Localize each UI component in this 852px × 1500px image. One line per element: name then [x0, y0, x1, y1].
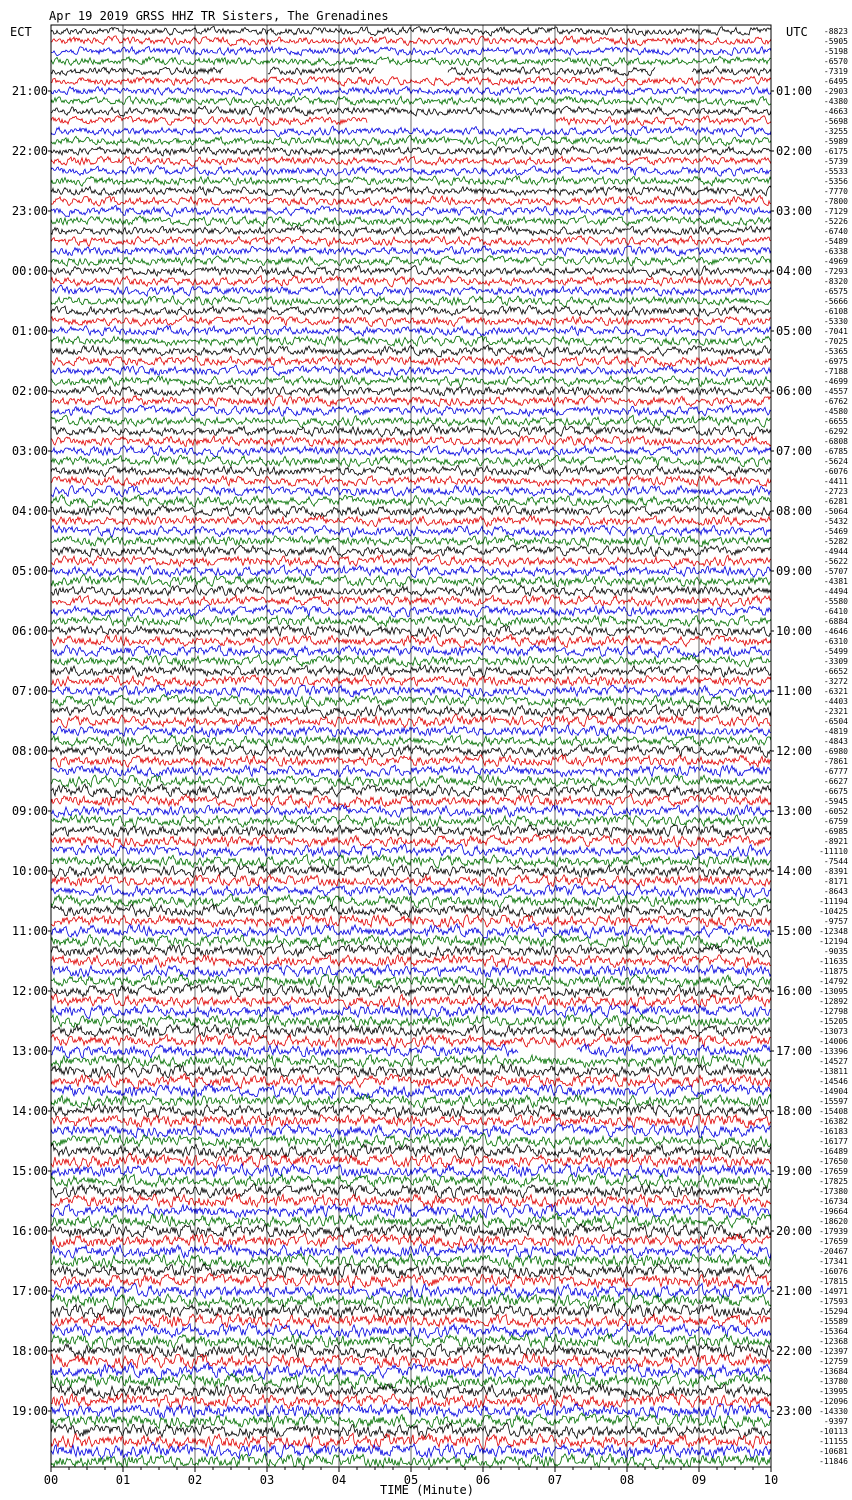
trace-offset-label: -6321: [823, 687, 848, 696]
trace-offset-label: -12096: [819, 1397, 848, 1406]
trace-offset-label: -16177: [819, 1137, 848, 1146]
x-tick-label: 04: [331, 1473, 347, 1487]
trace-offset-label: -6762: [823, 397, 848, 406]
trace-offset-label: -4557: [823, 387, 848, 396]
x-tick-label: 03: [259, 1473, 275, 1487]
trace-offset-label: -3272: [823, 677, 848, 686]
trace-offset-label: -8823: [823, 27, 848, 36]
trace-offset-label: -8320: [823, 277, 848, 286]
trace-offset-label: -6652: [823, 667, 848, 676]
trace-offset-label: -5356: [823, 177, 848, 186]
trace-offset-label: -6740: [823, 227, 848, 236]
left-hour-label: 15:00: [11, 1164, 48, 1178]
left-hour-label: 16:00: [11, 1224, 48, 1238]
trace-offset-label: -5580: [823, 597, 848, 606]
trace-offset-label: -2723: [823, 487, 848, 496]
trace-offset-label: -17341: [819, 1257, 848, 1266]
trace-offset-label: -12194: [819, 937, 848, 946]
trace-offset-label: -4403: [823, 697, 848, 706]
trace-offset-label: -9035: [823, 947, 848, 956]
trace-offset-label: -4411: [823, 477, 848, 486]
left-hour-label: 00:00: [11, 264, 48, 278]
trace-offset-label: -17825: [819, 1177, 848, 1186]
left-hour-label: 18:00: [11, 1344, 48, 1358]
trace-offset-label: -6504: [823, 717, 848, 726]
right-hour-label: 11:00: [776, 684, 813, 698]
right-hour-label: 21:00: [776, 1284, 813, 1298]
right-hour-label: 06:00: [776, 384, 813, 398]
trace-offset-label: -12798: [819, 1007, 848, 1016]
trace-offset-label: -13995: [819, 1387, 848, 1396]
trace-offset-label: -6076: [823, 467, 848, 476]
x-tick-label: 07: [547, 1473, 563, 1487]
left-hour-label: 04:00: [11, 504, 48, 518]
trace-offset-label: -5282: [823, 537, 848, 546]
right-hour-label: 02:00: [776, 144, 813, 158]
left-hour-label: 10:00: [11, 864, 48, 878]
trace-offset-label: -6985: [823, 827, 848, 836]
left-hour-label: 02:00: [11, 384, 48, 398]
trace-offset-label: -4843: [823, 737, 848, 746]
trace-offset-label: -6777: [823, 767, 848, 776]
trace-offset-label: -17593: [819, 1297, 848, 1306]
trace-offset-label: -4663: [823, 107, 848, 116]
trace-offset-label: -5698: [823, 117, 848, 126]
x-axis-label: TIME (Minute): [380, 1483, 474, 1497]
trace-offset-label: -6627: [823, 777, 848, 786]
right-hour-label: 03:00: [776, 204, 813, 218]
trace-offset-label: -5905: [823, 37, 848, 46]
trace-offset-label: -10113: [819, 1427, 848, 1436]
trace-offset-label: -5489: [823, 237, 848, 246]
left-hour-label: 03:00: [11, 444, 48, 458]
trace-offset-label: -8643: [823, 887, 848, 896]
left-timezone-label: ECT: [10, 25, 32, 39]
trace-offset-label: -6052: [823, 807, 848, 816]
right-hour-label: 19:00: [776, 1164, 813, 1178]
trace-offset-label: -6570: [823, 57, 848, 66]
trace-offset-label: -5469: [823, 527, 848, 536]
trace-offset-label: -6281: [823, 497, 848, 506]
trace-offset-label: -17659: [819, 1167, 848, 1176]
trace-offset-label: -9757: [823, 917, 848, 926]
trace-offset-label: -6675: [823, 787, 848, 796]
trace-offset-label: -5945: [823, 797, 848, 806]
x-tick-label: 00: [43, 1473, 59, 1487]
trace-offset-label: -5499: [823, 647, 848, 656]
trace-offset-label: -15408: [819, 1107, 848, 1116]
left-hour-label: 06:00: [11, 624, 48, 638]
right-hour-label: 01:00: [776, 84, 813, 98]
trace-offset-label: -19664: [819, 1207, 848, 1216]
x-tick-label: 05: [403, 1473, 419, 1487]
left-hour-label: 23:00: [11, 204, 48, 218]
trace-offset-label: -8391: [823, 867, 848, 876]
trace-offset-label: -5365: [823, 347, 848, 356]
trace-offset-label: -7129: [823, 207, 848, 216]
left-hour-label: 21:00: [11, 84, 48, 98]
trace-offset-label: -6410: [823, 607, 848, 616]
right-hour-label: 17:00: [776, 1044, 813, 1058]
right-hour-label: 20:00: [776, 1224, 813, 1238]
trace-offset-label: -14006: [819, 1037, 848, 1046]
trace-offset-label: -8171: [823, 877, 848, 886]
trace-offset-label: -5989: [823, 137, 848, 146]
left-hour-label: 09:00: [11, 804, 48, 818]
trace-offset-label: -6310: [823, 637, 848, 646]
x-tick-label: 08: [619, 1473, 635, 1487]
trace-offset-label: -5707: [823, 567, 848, 576]
left-hour-label: 07:00: [11, 684, 48, 698]
right-hour-label: 07:00: [776, 444, 813, 458]
trace-offset-label: -4699: [823, 377, 848, 386]
trace-offset-label: -7188: [823, 367, 848, 376]
trace-offset-label: -15364: [819, 1327, 848, 1336]
trace-offset-label: -13095: [819, 987, 848, 996]
trace-offset-label: -6655: [823, 417, 848, 426]
trace-offset-label: -6975: [823, 357, 848, 366]
trace-offset-label: -3255: [823, 127, 848, 136]
trace-offset-label: -7319: [823, 67, 848, 76]
trace-offset-label: -12759: [819, 1357, 848, 1366]
plot-title: Apr 19 2019 GRSS HHZ TR Sisters, The Grenadines: [49, 9, 389, 23]
trace-offset-label: -11635: [819, 957, 848, 966]
trace-offset-label: -11194: [819, 897, 848, 906]
trace-offset-label: -13811: [819, 1067, 848, 1076]
trace-offset-label: -5198: [823, 47, 848, 56]
trace-offset-label: -14546: [819, 1077, 848, 1086]
trace-offset-label: -10681: [819, 1447, 848, 1456]
left-hour-labels: [12, 84, 51, 1418]
right-timezone-label: UTC: [786, 25, 808, 39]
trace-offset-label: -12397: [819, 1347, 848, 1356]
trace-offset-label: -12368: [819, 1337, 848, 1346]
trace-offset-label: -6175: [823, 147, 848, 156]
trace-offset-label: -5533: [823, 167, 848, 176]
left-hour-label: 22:00: [11, 144, 48, 158]
trace-offset-label: -6575: [823, 287, 848, 296]
trace-offset-label: -6884: [823, 617, 848, 626]
trace-offset-label: -6759: [823, 817, 848, 826]
right-hour-label: 12:00: [776, 744, 813, 758]
right-hour-label: 14:00: [776, 864, 813, 878]
right-hour-label: 10:00: [776, 624, 813, 638]
trace-offset-labels: [819, 27, 848, 1466]
left-hour-label: 19:00: [11, 1404, 48, 1418]
trace-offset-label: -14330: [819, 1407, 848, 1416]
trace-offset-label: -11155: [819, 1437, 848, 1446]
trace-offset-label: -15294: [819, 1307, 848, 1316]
trace-offset-label: -15205: [819, 1017, 848, 1026]
trace-offset-label: -3309: [823, 657, 848, 666]
trace-offset-label: -7025: [823, 337, 848, 346]
right-hour-label: 05:00: [776, 324, 813, 338]
right-hour-label: 09:00: [776, 564, 813, 578]
left-hour-label: 12:00: [11, 984, 48, 998]
trace-offset-label: -4580: [823, 407, 848, 416]
trace-offset-label: -14527: [819, 1057, 848, 1066]
trace-offset-label: -6785: [823, 447, 848, 456]
x-tick-label: 02: [187, 1473, 203, 1487]
trace-offset-label: -5739: [823, 157, 848, 166]
left-hour-label: 08:00: [11, 744, 48, 758]
trace-offset-label: -2321: [823, 707, 848, 716]
trace-offset-label: -17815: [819, 1277, 848, 1286]
trace-offset-label: -18620: [819, 1217, 848, 1226]
trace-offset-label: -6292: [823, 427, 848, 436]
trace-offset-label: -6808: [823, 437, 848, 446]
trace-offset-label: -4494: [823, 587, 848, 596]
right-hour-label: 15:00: [776, 924, 813, 938]
trace-offset-label: -17939: [819, 1227, 848, 1236]
trace-offset-label: -6338: [823, 247, 848, 256]
trace-offset-label: -13780: [819, 1377, 848, 1386]
trace-offset-label: -15597: [819, 1097, 848, 1106]
trace-offset-label: -6108: [823, 307, 848, 316]
trace-offset-label: -11846: [819, 1457, 848, 1466]
trace-offset-label: -16076: [819, 1267, 848, 1276]
trace-offset-label: -17650: [819, 1157, 848, 1166]
left-hour-label: 11:00: [11, 924, 48, 938]
x-axis-ticks: [44, 1467, 778, 1487]
trace-offset-label: -16183: [819, 1127, 848, 1136]
trace-offset-label: -9397: [823, 1417, 848, 1426]
trace-offset-label: -11875: [819, 967, 848, 976]
trace-offset-label: -10425: [819, 907, 848, 916]
trace-offset-label: -13396: [819, 1047, 848, 1056]
trace-offset-label: -14904: [819, 1087, 848, 1096]
x-tick-label: 06: [475, 1473, 491, 1487]
left-hour-label: 05:00: [11, 564, 48, 578]
trace-offset-label: -5666: [823, 297, 848, 306]
trace-offset-label: -4944: [823, 547, 848, 556]
trace-offset-label: -8921: [823, 837, 848, 846]
trace-offset-label: -5624: [823, 457, 848, 466]
trace-offset-label: -6495: [823, 77, 848, 86]
x-tick-label: 01: [115, 1473, 131, 1487]
right-hour-labels: [771, 84, 812, 1418]
left-hour-label: 13:00: [11, 1044, 48, 1058]
trace-offset-label: -15589: [819, 1317, 848, 1326]
trace-offset-label: -5226: [823, 217, 848, 226]
trace-offset-label: -20467: [819, 1247, 848, 1256]
trace-offset-label: -14971: [819, 1287, 848, 1296]
right-hour-label: 16:00: [776, 984, 813, 998]
trace-offset-label: -12892: [819, 997, 848, 1006]
trace-offset-label: -16734: [819, 1197, 848, 1206]
x-tick-label: 10: [763, 1473, 779, 1487]
left-hour-label: 14:00: [11, 1104, 48, 1118]
trace-offset-label: -4969: [823, 257, 848, 266]
trace-offset-label: -16382: [819, 1117, 848, 1126]
trace-offset-label: -4646: [823, 627, 848, 636]
trace-offset-label: -2903: [823, 87, 848, 96]
trace-offset-label: -17380: [819, 1187, 848, 1196]
trace-offset-label: -7544: [823, 857, 848, 866]
trace-offset-label: -7293: [823, 267, 848, 276]
trace-offset-label: -4381: [823, 577, 848, 586]
trace-offset-label: -16489: [819, 1147, 848, 1156]
trace-offset-label: -17659: [819, 1237, 848, 1246]
right-hour-label: 13:00: [776, 804, 813, 818]
trace-offset-label: -14792: [819, 977, 848, 986]
trace-offset-label: -5432: [823, 517, 848, 526]
trace-offset-label: -7800: [823, 197, 848, 206]
right-hour-label: 08:00: [776, 504, 813, 518]
right-hour-label: 22:00: [776, 1344, 813, 1358]
trace-offset-label: -7861: [823, 757, 848, 766]
trace-offset-label: -11110: [819, 847, 848, 856]
trace-offset-label: -4819: [823, 727, 848, 736]
trace-offset-label: -4380: [823, 97, 848, 106]
trace-offset-label: -5622: [823, 557, 848, 566]
right-hour-label: 18:00: [776, 1104, 813, 1118]
left-hour-label: 01:00: [11, 324, 48, 338]
left-hour-label: 17:00: [11, 1284, 48, 1298]
trace-offset-label: -5330: [823, 317, 848, 326]
right-hour-label: 23:00: [776, 1404, 813, 1418]
trace-offset-label: -6980: [823, 747, 848, 756]
trace-offset-label: -7041: [823, 327, 848, 336]
trace-offset-label: -13073: [819, 1027, 848, 1036]
x-tick-label: 09: [691, 1473, 707, 1487]
trace-offset-label: -13684: [819, 1367, 848, 1376]
trace-offset-label: -7770: [823, 187, 848, 196]
trace-offset-label: -5064: [823, 507, 848, 516]
trace-offset-label: -12348: [819, 927, 848, 936]
right-hour-label: 04:00: [776, 264, 813, 278]
